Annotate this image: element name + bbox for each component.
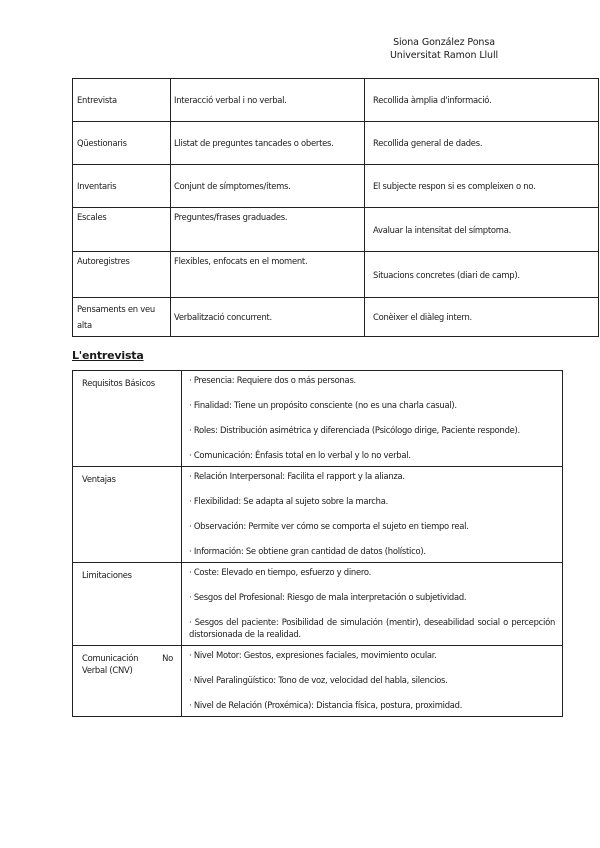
point-text: · Nivel Motor: Gestos, expresiones faciales, movimiento ocular. <box>189 650 437 660</box>
point-text: · Información: Se obtiene gran cantidad de datos (holístico). <box>189 546 426 556</box>
description-cell: Llistat de preguntes tancades o obertes. <box>171 122 365 165</box>
method-cell: Qüestionaris <box>73 122 171 165</box>
institution-name: Universitat Ramon Llull <box>389 50 499 61</box>
point-text: · Sesgos del paciente: Posibilidad de simulación (mentir), deseabilidad social o percepción distorsionada de la realidad. <box>189 617 555 639</box>
method-cell <box>73 298 171 337</box>
table-row <box>73 252 599 298</box>
method-line: Pensaments en veu <box>77 304 155 314</box>
use-cell: El subjecte respon si es compleixen o no. <box>365 165 599 208</box>
point-text: · Finalidad: Tiene un propósito consciente (no es una charla casual). <box>189 400 457 410</box>
use-cell: Conèixer el diàleg intern. <box>365 298 599 337</box>
method-line: alta <box>77 320 92 330</box>
category-line: Comunicación No <box>82 653 173 663</box>
point-text: · Comunicación: Énfasis total en lo verbal y lo no verbal. <box>189 450 411 460</box>
points-cell <box>182 467 563 563</box>
point-text: · Flexibilidad: Se adapta al sujeto sobre la marcha. <box>189 496 389 506</box>
page-header <box>360 36 528 62</box>
points-cell <box>182 371 563 467</box>
point-text: · Nivel de Relación (Proxémica): Distancia física, postura, proximidad. <box>189 700 463 710</box>
method-cell: Inventaris <box>73 165 171 208</box>
table-row <box>73 165 599 208</box>
point-text: · Nivel Paralingüístico: Tono de voz, velocidad del habla, silencios. <box>189 675 448 685</box>
table-row <box>73 563 563 646</box>
description-cell: Verbalització concurrent. <box>171 298 365 337</box>
point-text: · Roles: Distribución asimétrica y diferenciada (Psicólogo dirige, Paciente responde). <box>189 425 520 435</box>
author-name: Siona González Ponsa <box>393 37 495 48</box>
description-cell: Interacció verbal i no verbal. <box>171 79 365 122</box>
table-row <box>73 371 563 467</box>
description-cell: Conjunt de símptomes/ítems. <box>171 165 365 208</box>
points-cell <box>182 646 563 717</box>
method-cell: Entrevista <box>73 79 171 122</box>
point-text: · Observación: Permite ver cómo se comporta el sujeto en tiempo real. <box>189 521 469 531</box>
table-row <box>73 122 599 165</box>
use-cell: Avaluar la intensitat del símptoma. <box>365 208 599 252</box>
category-cell: Limitaciones <box>73 563 182 646</box>
method-cell: Escales <box>73 208 171 252</box>
point-text: · Sesgos del Profesional: Riesgo de mala interpretación o subjetividad. <box>189 592 467 602</box>
table-row <box>73 208 599 252</box>
points-cell <box>182 563 563 646</box>
assessment-methods-table <box>72 78 599 337</box>
point-text: · Coste: Elevado en tiempo, esfuerzo y dinero. <box>189 567 372 577</box>
section-title: L'entrevista <box>72 349 144 362</box>
table-row <box>73 646 563 717</box>
description-cell: Preguntes/frases graduades. <box>171 208 365 252</box>
interview-table <box>72 370 563 717</box>
use-cell: Recollida àmplia d'informació. <box>365 79 599 122</box>
category-cell: Requisitos Básicos <box>73 371 182 467</box>
table-row <box>73 298 599 337</box>
category-line: Verbal (CNV) <box>82 665 133 675</box>
table-row <box>73 79 599 122</box>
method-cell: Autoregistres <box>73 252 171 298</box>
use-cell: Recollida general de dades. <box>365 122 599 165</box>
table-row <box>73 467 563 563</box>
category-cell: Ventajas <box>73 467 182 563</box>
description-cell: Flexibles, enfocats en el moment. <box>171 252 365 298</box>
category-cell <box>73 646 182 717</box>
use-cell: Situacions concretes (diari de camp). <box>365 252 599 298</box>
point-text: · Presencia: Requiere dos o más personas. <box>189 375 356 385</box>
point-text: · Relación Interpersonal: Facilita el rapport y la alianza. <box>189 471 405 481</box>
